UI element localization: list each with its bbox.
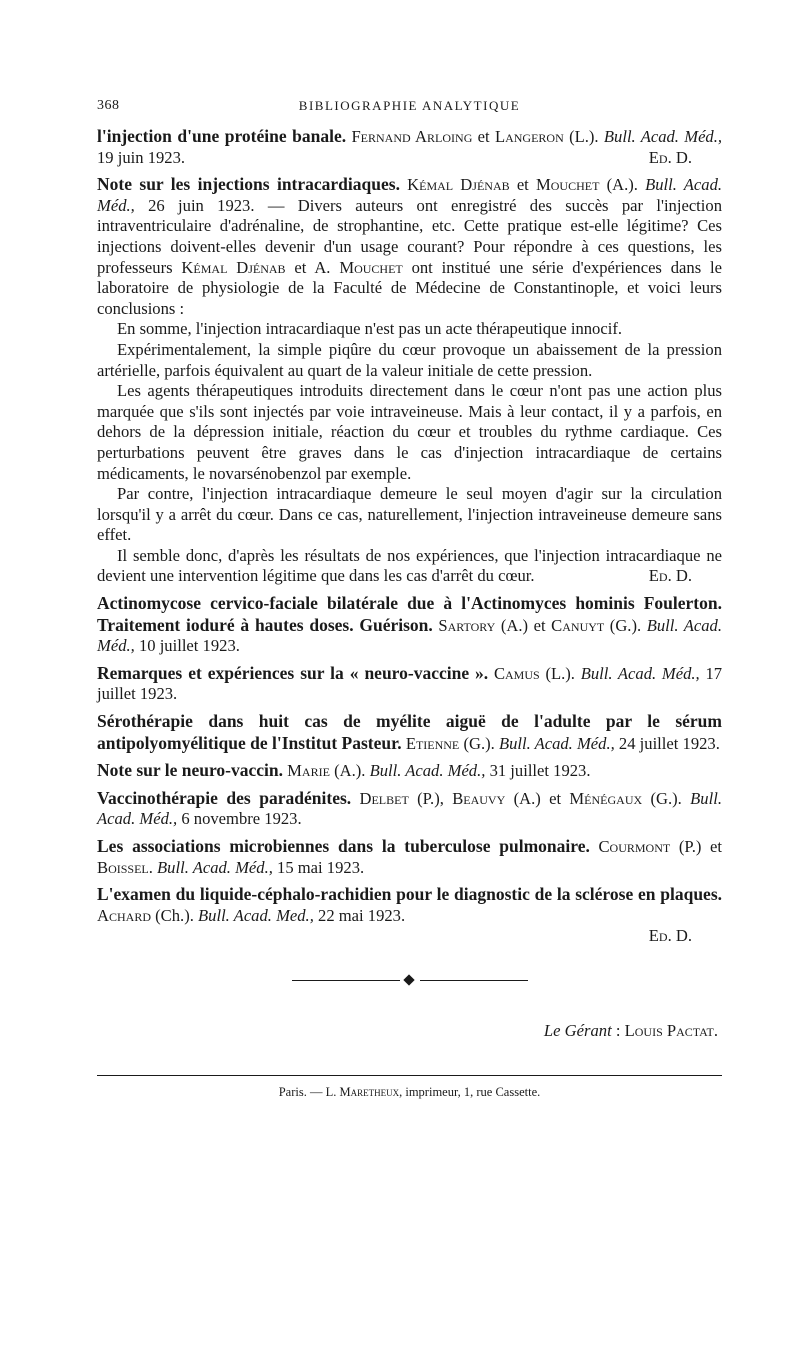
entry-author: Courmont	[598, 837, 671, 856]
entry-author-initial: (A.).	[606, 175, 638, 195]
imprint-dash: —	[309, 1084, 323, 1099]
ornament-rule-left	[292, 980, 400, 981]
entry-author: Beauvy	[452, 788, 506, 808]
entry-author: Sartory	[438, 615, 496, 635]
abstract-text: ont institué une série d'expériences dans le laboratoire de physiologie de la Faculté de Médecine de Constantinople, et voici leurs conclusions :	[97, 257, 722, 318]
gerant-line	[97, 1021, 722, 1041]
entry-journal: Bull. Acad. Méd.,	[498, 733, 615, 753]
entry-citation	[97, 884, 722, 926]
entry-title: Remarques et expériences sur la « neuro-vaccine ».	[97, 662, 489, 683]
entry-journal: Bull. Acad. Méd.,	[603, 127, 723, 146]
entry-date: 10 juillet 1923.	[138, 636, 240, 656]
entry-journal: Bull. Acad. Méd.,	[157, 857, 273, 877]
entry-title: Sérothérapie dans huit cas de myélite aiguë de l'adulte par le sérum antipolyomyélitique de l'Institut Pasteur.	[97, 711, 722, 753]
entry-author: Ménégaux	[569, 788, 643, 808]
abstract-paragraph: Expérimentalement, la simple piqûre du cœur provoque un abaissement de la pression artérielle, parfois équivalent au quart de la valeur initiale de cette pression.	[97, 339, 722, 380]
entry-author: Fernand Arloing	[351, 127, 473, 146]
abstract-paragraph	[97, 546, 722, 587]
bibliography-entry	[97, 788, 722, 830]
entry-journal: Bull. Acad. Méd.,	[369, 761, 486, 781]
section-ornament	[292, 975, 528, 987]
entry-date: 31 juillet 1923.	[489, 761, 591, 781]
entry-date: 24 juillet 1923.	[618, 733, 720, 753]
running-head	[97, 96, 722, 118]
bibliography-entry	[97, 126, 722, 168]
entry-author: Boissel.	[97, 857, 153, 877]
entry-title: Vaccinothérapie des paradénites.	[97, 787, 352, 808]
abstract-author: Kémal Djénab	[181, 257, 286, 277]
entry-author-initial: (L.).	[569, 127, 599, 146]
abstract-conjunction: et A.	[294, 257, 331, 277]
bibliography-entry	[97, 663, 722, 705]
entry-title: Note sur le neuro-vaccin.	[97, 760, 283, 781]
entry-author: Langeron	[494, 127, 564, 146]
entry-date: 17 juillet 1923.	[97, 663, 723, 704]
diamond-icon	[403, 974, 414, 985]
entry-author: Camus	[493, 663, 540, 683]
entry-journal: Bull. Acad. Méd.,	[97, 788, 722, 829]
gerant-separator: :	[615, 1020, 621, 1040]
entry-author-initial: (G.).	[650, 788, 682, 808]
entry-author-initial: (A.)	[500, 615, 529, 635]
bibliography-entry	[97, 760, 722, 782]
entry-author: Mouchet	[535, 175, 600, 195]
entry-author: Kémal Djénab	[407, 175, 510, 195]
entry-author-initial: (A.)	[513, 788, 541, 808]
entry-conjunction: et	[549, 788, 562, 808]
entry-date: 22 mai 1923.	[318, 905, 406, 925]
entry-date: 26 juin 1923.	[148, 195, 255, 215]
entry-author: Marie	[287, 761, 330, 781]
entry-author: Canuyt	[551, 615, 605, 635]
imprint-city: Paris.	[278, 1084, 307, 1099]
page-number: 368	[97, 98, 120, 113]
entry-author: Etienne	[405, 733, 460, 753]
entry-title: Les associations microbiennes dans la tuberculose pulmonaire.	[97, 836, 590, 856]
entry-title: l'injection d'une protéine banale.	[97, 126, 347, 146]
entry-date: 19 juin 1923.	[97, 147, 186, 167]
bibliography-entry	[97, 836, 722, 878]
entry-date: 15 mai 1923.	[277, 857, 365, 877]
abstract-paragraph: En somme, l'injection intracardiaque n'est pas un acte thérapeutique innocif.	[117, 319, 622, 339]
entry-journal: Bull. Acad. Méd.,	[97, 615, 722, 656]
journal-page	[97, 96, 722, 1100]
abstract-paragraph: Les agents thérapeutiques introduits directement dans le cœur n'ont pas une action plus marquée que s'ils sont injectés par voie intraveineuse. Mais à leur contact, il y a parfois, en dehors de la dépression initiale, réaction du cœur et troubles du rythme cardiaque. Ces perturbations peuvent être graves dans le cas d'injection intracardiaque de certains médicaments, le novarsénobenzol par exemple.	[97, 381, 722, 483]
entry-author-initial: (Ch.).	[155, 905, 194, 925]
gerant-label: Le Gérant	[543, 1020, 612, 1040]
imprint-printer: L. Maretheux,	[325, 1084, 403, 1099]
imprint-role: imprimeur, 1, rue Cassette.	[405, 1084, 541, 1099]
entry-lead-paragraph	[97, 174, 722, 319]
entry-author-initial: (A.).	[334, 761, 366, 781]
bibliography-entry	[97, 711, 722, 754]
bibliography-entry	[97, 593, 722, 657]
entry-journal: Bull. Acad. Méd.,	[97, 175, 723, 215]
entry-author-initial: (G.).	[609, 615, 642, 635]
bibliography-entry	[97, 174, 722, 587]
entry-author-initial: (G.).	[463, 733, 495, 753]
entry-date: 6 novembre 1923.	[181, 809, 302, 829]
entry-author: Achard	[97, 905, 151, 925]
bibliography-entry	[97, 884, 722, 947]
entry-author-initial: (P.),	[417, 788, 444, 808]
entry-journal: Bull. Acad. Méd.,	[580, 663, 700, 683]
entry-conjunction: et	[477, 127, 490, 146]
entry-conjunction: et	[710, 837, 722, 856]
entry-signoff: Ed. D.	[648, 147, 692, 167]
entry-signoff: Ed. D.	[648, 926, 692, 946]
abstract-paragraph-text: Il semble donc, d'après les résultats de nos expériences, que l'injection intracardiaque ne devient une intervention légitime que dans les cas d'arrêt du cœur.	[97, 545, 722, 586]
entry-author-initial: (L.).	[545, 663, 575, 683]
entry-conjunction: et	[533, 615, 546, 635]
abstract-text: — Divers auteurs ont enregistré des succès par l'injection intraventriculaire d'adrénaline, de strophantine, etc. Cette pratique est-elle légitime? Ces injections doivent-elles devenir d'un usage courant? Pour répondre à ces questions, les professeurs	[97, 195, 722, 277]
entry-signoff: Ed. D.	[648, 566, 692, 586]
gerant-name: Louis Pactat.	[624, 1020, 718, 1040]
entry-author: Delbet	[359, 788, 409, 808]
footer-rule	[97, 1075, 722, 1076]
abstract-paragraph: Par contre, l'injection intracardiaque demeure le seul moyen d'agir sur la circulation lorsqu'il y a arrêt du cœur. Dans ce cas, naturellement, l'injection intraveineuse demeure sans effet.	[97, 484, 722, 545]
entry-title: L'examen du liquide-céphalo-rachidien pour le diagnostic de la sclérose en plaques.	[97, 884, 722, 905]
entry-journal: Bull. Acad. Med.,	[198, 905, 314, 925]
entry-title: Actinomycose cervico-faciale bilatérale due à l'Actinomyces hominis Foulerton. Traitement ioduré à hautes doses. Guérison.	[97, 593, 722, 635]
printer-imprint	[97, 1085, 722, 1100]
entry-author-initial: (P.)	[678, 837, 702, 856]
ornament-rule-right	[420, 980, 528, 981]
entry-conjunction: et	[516, 175, 529, 195]
bibliography-content	[97, 126, 722, 947]
entry-title: Note sur les injections intracardiaques.	[97, 174, 400, 195]
running-head-title: BIBLIOGRAPHIE ANALYTIQUE	[298, 98, 521, 113]
abstract-author: Mouchet	[339, 257, 403, 277]
